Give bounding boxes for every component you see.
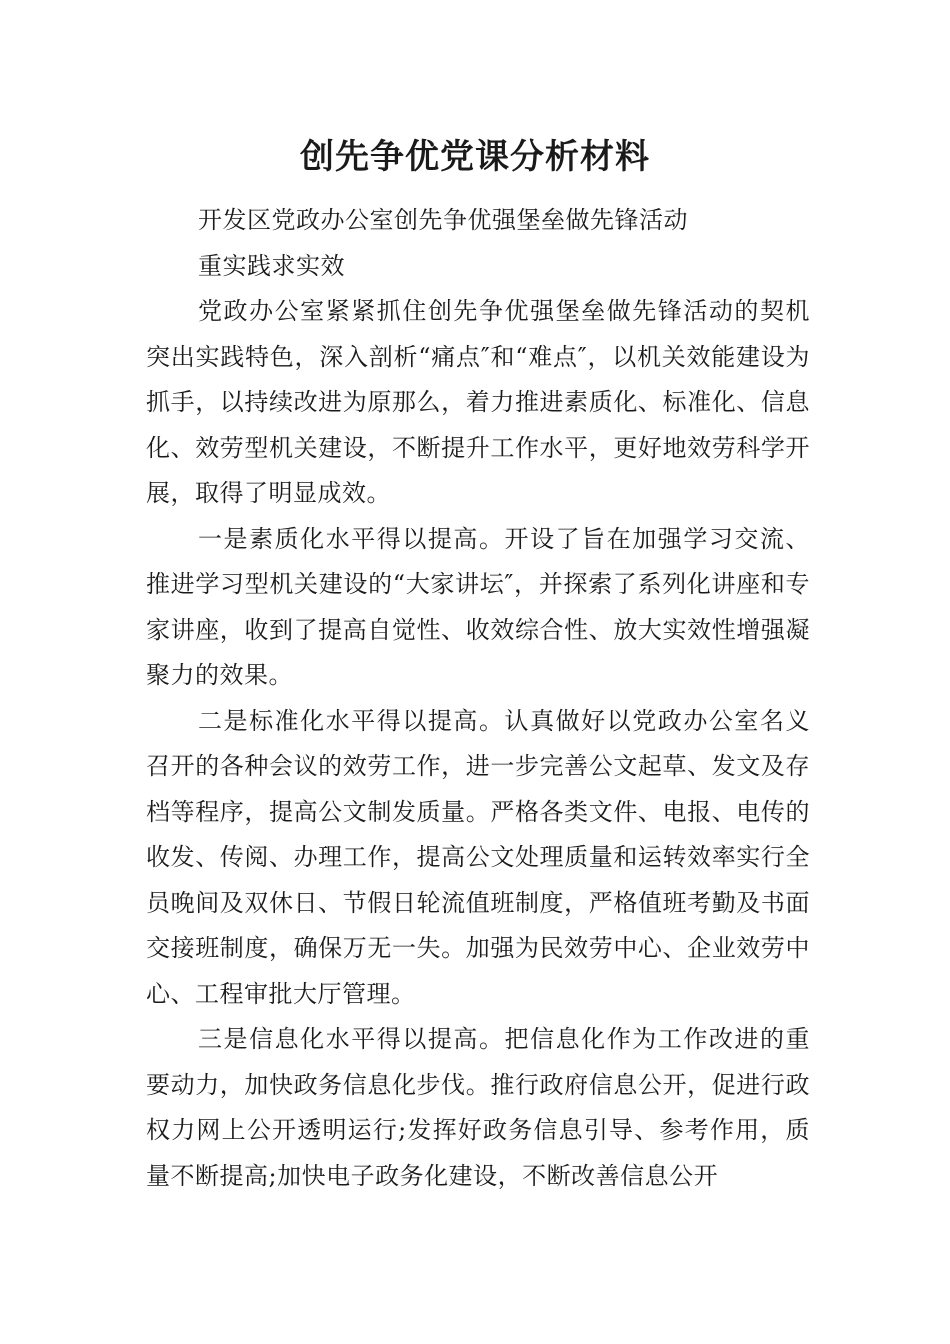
document-title: 创先争优党课分析材料 (300, 137, 650, 177)
document-body (146, 198, 810, 1199)
paragraph-subtitle: 开发区党政办公室创先争优强堡垒做先锋活动 (198, 206, 688, 234)
paragraph-point-1: 一是素质化水平得以提高。开设了旨在加强学习交流、推进学习型机关建设的“大家讲坛″，并探索了系列化讲座和专家讲座，收到了提高自觉性、收效综合性、放大实效性增强凝聚力的效果。 (146, 524, 810, 689)
paragraph-subheading: 重实践求实效 (198, 251, 345, 280)
paragraph-point-2: 二是标准化水平得以提高。认真做好以党政办公室名义召开的各种会议的效劳工作，进一步完善公文起草、发文及存档等程序，提高公文制发质量。严格各类文件、电报、电传的收发、传阅、办理工作，提高公文处理质量和运转效率实行全员晚间及双休日、节假日轮流值班制度，严格值班考勤及书面交接班制度，确保万无一失。加强为民效劳中心、企业效劳中心、工程审批大厅管理。 (146, 706, 810, 1008)
paragraph-intro: 党政办公室紧紧抓住创先争优强堡垒做先锋活动的契机突出实践特色，深入剖析“痛点″和“难点″，以机关效能建设为抓手，以持续改进为原那么，着力推进素质化、标准化、信息化、效劳型机关建设，不断提升工作水平，更好地效劳科学开展，取得了明显成效。 (146, 297, 810, 507)
paragraph-point-3: 三是信息化水平得以提高。把信息化作为工作改进的重要动力，加快政务信息化步伐。推行政府信息公开，促进行政权力网上公开透明运行;发挥好政务信息引导、参考作用，质量不断提高;加快电子政务化建设，不断改善信息公开 (146, 1025, 810, 1190)
